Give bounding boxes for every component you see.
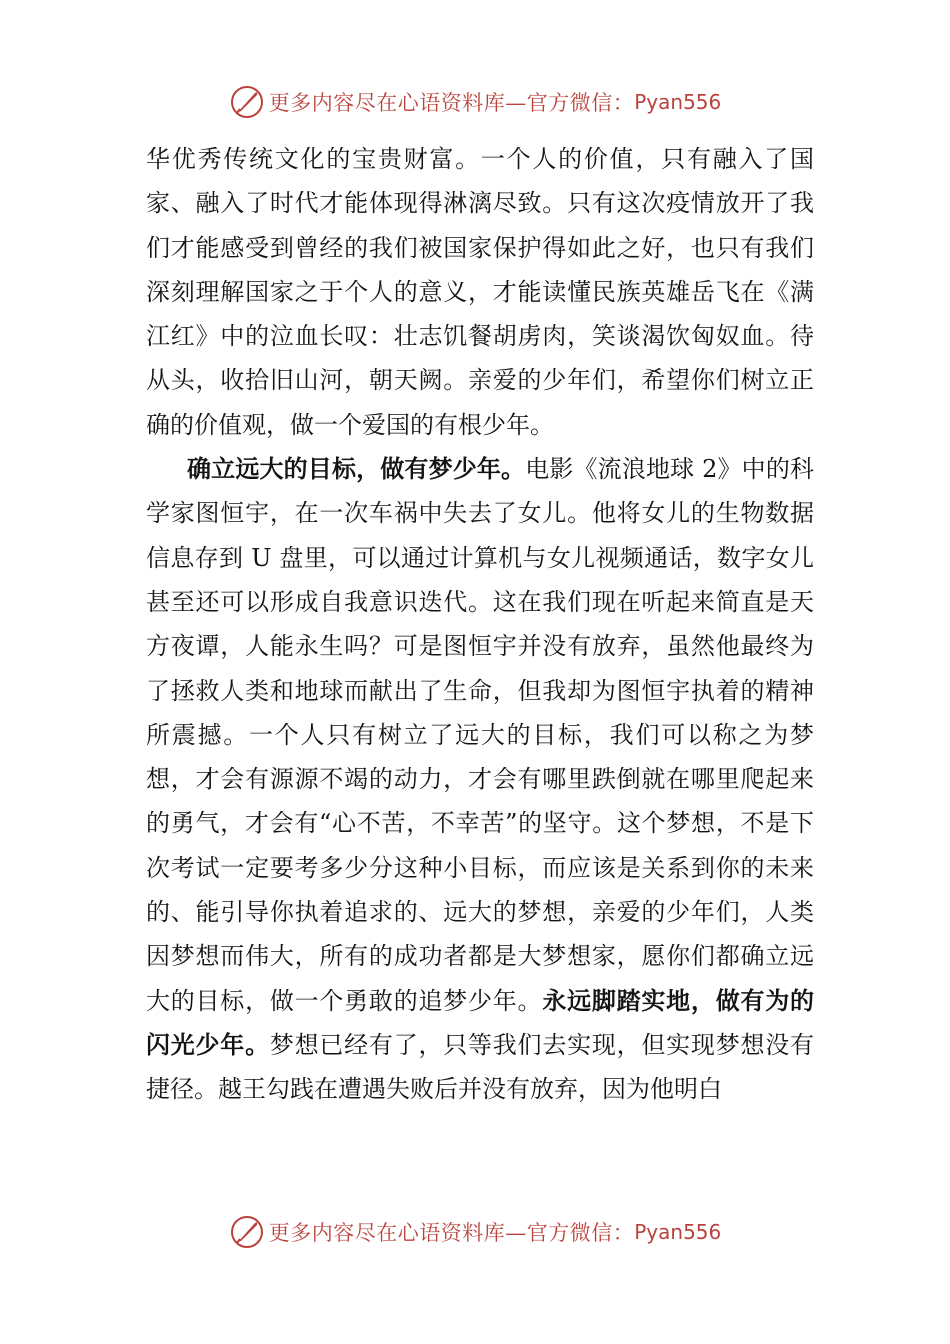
watermark-text: 更多内容尽在心语资料库—官方微信： (268, 91, 635, 115)
watermark-text: 更多内容尽在心语资料库—官方微信： (268, 1221, 635, 1245)
heading-dream-goal: 确立远大的目标，做有梦少年。 (187, 454, 526, 484)
quill-pen-icon (229, 1214, 265, 1250)
watermark-footer (0, 1212, 950, 1252)
quill-pen-icon (229, 84, 265, 120)
watermark-header (0, 82, 950, 122)
paragraph-2-text-cont: 梦想已经有了，只等我们去实现，但实现梦想没有捷径。越王勾践在遭遇失败后并没有放弃，因为他明白 (146, 1030, 815, 1104)
paragraph-1 (146, 137, 814, 447)
paragraph-2 (146, 447, 814, 1111)
watermark-wechat-id: Pyan556 (634, 1220, 722, 1244)
paragraph-1-text: 华优秀传统文化的宝贵财富。一个人的价值，只有融入了国家、融入了时代才能体现得淋漓尽致。只有这次疫情放开了我们才能感受到曾经的我们被国家保护得如此之好，也只有我们深刻理解国家之于个人的意义，才能读懂民族英雄岳飞在《满江红》中的泣血长叹：壮志饥餐胡虏肉，笑谈渴饮匈奴血。待从头，收拾旧山河，朝天阙。亲爱的少年们，希望你们树立正确的价值观，做一个爱国的有根少年。 (146, 145, 814, 439)
heading-down-to-earth: 永远脚踏实地，做有为的闪光少年。 (146, 985, 815, 1059)
paragraph-2-text: 电影《流浪地球 2》中的科学家图恒宇，在一次车祸中失去了女儿。他将女儿的生物数据信息存到 U 盘里，可以通过计算机与女儿视频通话，数字女儿甚至还可以形成自我意识迭代。这在我们现在听起来简直是天方夜谭，人能永生吗？可是图恒宇并没有放弃，虽然他最终为了拯救人类和地球而献出了生命，但我却为图恒宇执着的精神所震撼。一个人只有树立了远大的目标，我们可以称之为梦想，才会有源源不竭的动力，才会有哪里跌倒就在哪里爬起来的勇气，才会有“心不苦，不幸苦”的坚守。这个梦想，不是下次考试一定要考多少分这种小目标，而应该是关系到你的未来的、能引导你执着追求的、远大的梦想，亲爱的少年们，人类因梦想而伟大，所有的成功者都是大梦想家，愿你们都确立远大的目标，做一个勇敢的追梦少年。 (146, 455, 814, 1015)
watermark-wechat-id: Pyan556 (634, 90, 722, 114)
document-body (146, 137, 814, 1112)
